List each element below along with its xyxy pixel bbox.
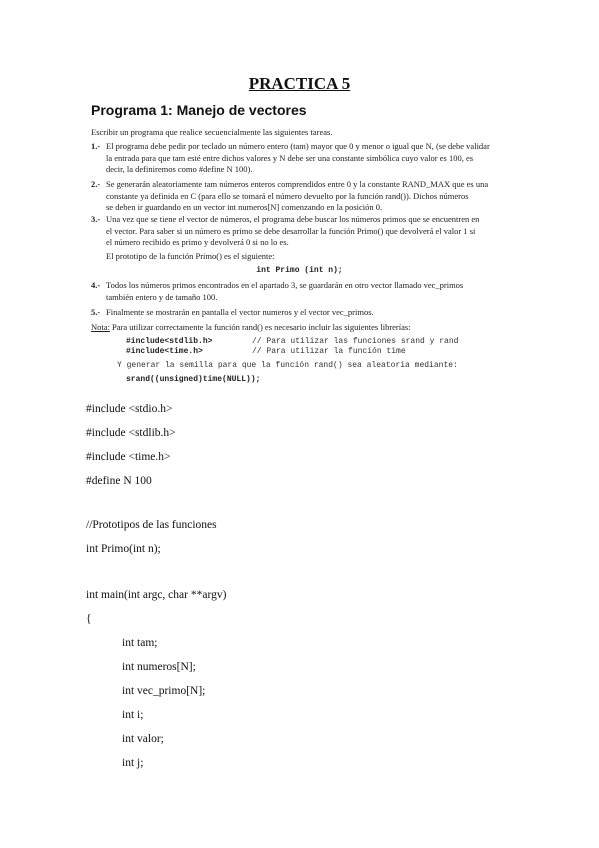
step-number: 4.- bbox=[91, 280, 101, 290]
note-text: Para utilizar correctamente la función rand() es necesario incluir las siguientes librerías: bbox=[112, 322, 411, 332]
step-number: 3.- bbox=[91, 214, 101, 224]
code-brace: { bbox=[86, 613, 92, 625]
program-subtitle: Programa 1: Manejo de vectores bbox=[91, 102, 307, 118]
step-3-text bbox=[106, 214, 521, 249]
note-line bbox=[91, 322, 411, 332]
step-line: El programa debe pedir por teclado un número entero (tam) mayor que 0 y menor o igual que N, (se debe validar bbox=[106, 141, 490, 151]
prototype-intro: El prototipo de la función Primo() es el siguiente: bbox=[106, 251, 275, 261]
code-line: int main(int argc, char **argv) bbox=[86, 589, 227, 601]
prototype-code: int Primo (int n); bbox=[256, 266, 343, 275]
step-number: 1.- bbox=[91, 141, 101, 151]
step-1-text bbox=[106, 141, 521, 176]
code-line: int tam; bbox=[122, 637, 158, 649]
code-line: int Primo(int n); bbox=[86, 543, 161, 555]
step-line: decir, la definiremos como #define N 100). bbox=[106, 164, 253, 175]
step-number: 5.- bbox=[91, 307, 101, 317]
code-line: #include <stdlib.h> bbox=[86, 427, 176, 439]
note-label: Nota: bbox=[91, 322, 110, 332]
step-line: se deben ir guardando en un vector int numeros[N] comenzando en la posición 0. bbox=[106, 202, 383, 213]
step-5-text bbox=[106, 307, 521, 319]
include-comment: // Para utilizar las funciones srand y rand bbox=[252, 337, 459, 346]
step-4-text bbox=[106, 280, 521, 303]
seed-code: srand((unsigned)time(NULL)); bbox=[126, 375, 261, 384]
code-line: int vec_primo[N]; bbox=[122, 685, 206, 697]
seed-text: Y generar la semilla para que la función rand() sea aleatoria mediante: bbox=[117, 361, 458, 370]
intro-text: Escribir un programa que realice secuencialmente las siguientes tareas. bbox=[91, 127, 333, 137]
code-line: int i; bbox=[122, 709, 144, 721]
step-2-text bbox=[106, 179, 521, 214]
step-line: constante ya definida en C (para ello se tomará el número devuelto por la función rand()). Dichos números bbox=[106, 190, 469, 201]
step-line: Una vez que se tiene el vector de números, el programa debe buscar los números primos que se encuentren en bbox=[106, 214, 480, 224]
step-line: el número recibido es primo y devolverá 0 si no lo es. bbox=[106, 237, 289, 248]
code-line: int numeros[N]; bbox=[122, 661, 196, 673]
step-line: Finalmente se mostrarán en pantalla el vector numeros y el vector vec_primos. bbox=[106, 307, 374, 317]
code-line: #include <stdio.h> bbox=[86, 403, 173, 415]
step-line: también entero y de tamaño 100. bbox=[106, 291, 218, 302]
page-title: PRACTICA 5 bbox=[248, 74, 351, 93]
code-line: int valor; bbox=[122, 733, 164, 745]
include-code: #include<time.h> bbox=[126, 347, 203, 356]
code-line: #define N 100 bbox=[86, 475, 152, 487]
step-line: el vector. Para saber si un número es primo se debe desarrollar la función Primo() que devolverá el valor 1 si bbox=[106, 225, 476, 236]
step-number: 2.- bbox=[91, 179, 101, 189]
include-comment: // Para utilizar la función time bbox=[252, 347, 406, 356]
step-line: la entrada para que tam esté entre dichos valores y N debe ser una constante simbólica cuyo valor es 100, es bbox=[106, 152, 474, 163]
code-line: #include <time.h> bbox=[86, 451, 171, 463]
step-line: Se generarán aleatoriamente tam números enteros comprendidos entre 0 y la constante RAND_MAX que es una bbox=[106, 179, 489, 189]
code-line: int j; bbox=[122, 757, 144, 769]
include-code: #include<stdlib.h> bbox=[126, 337, 213, 346]
step-line: Todos los números primos encontrados en el apartado 3, se guardarán en otro vector llamado vec_primos bbox=[106, 280, 464, 290]
code-comment: //Prototipos de las funciones bbox=[86, 519, 217, 531]
